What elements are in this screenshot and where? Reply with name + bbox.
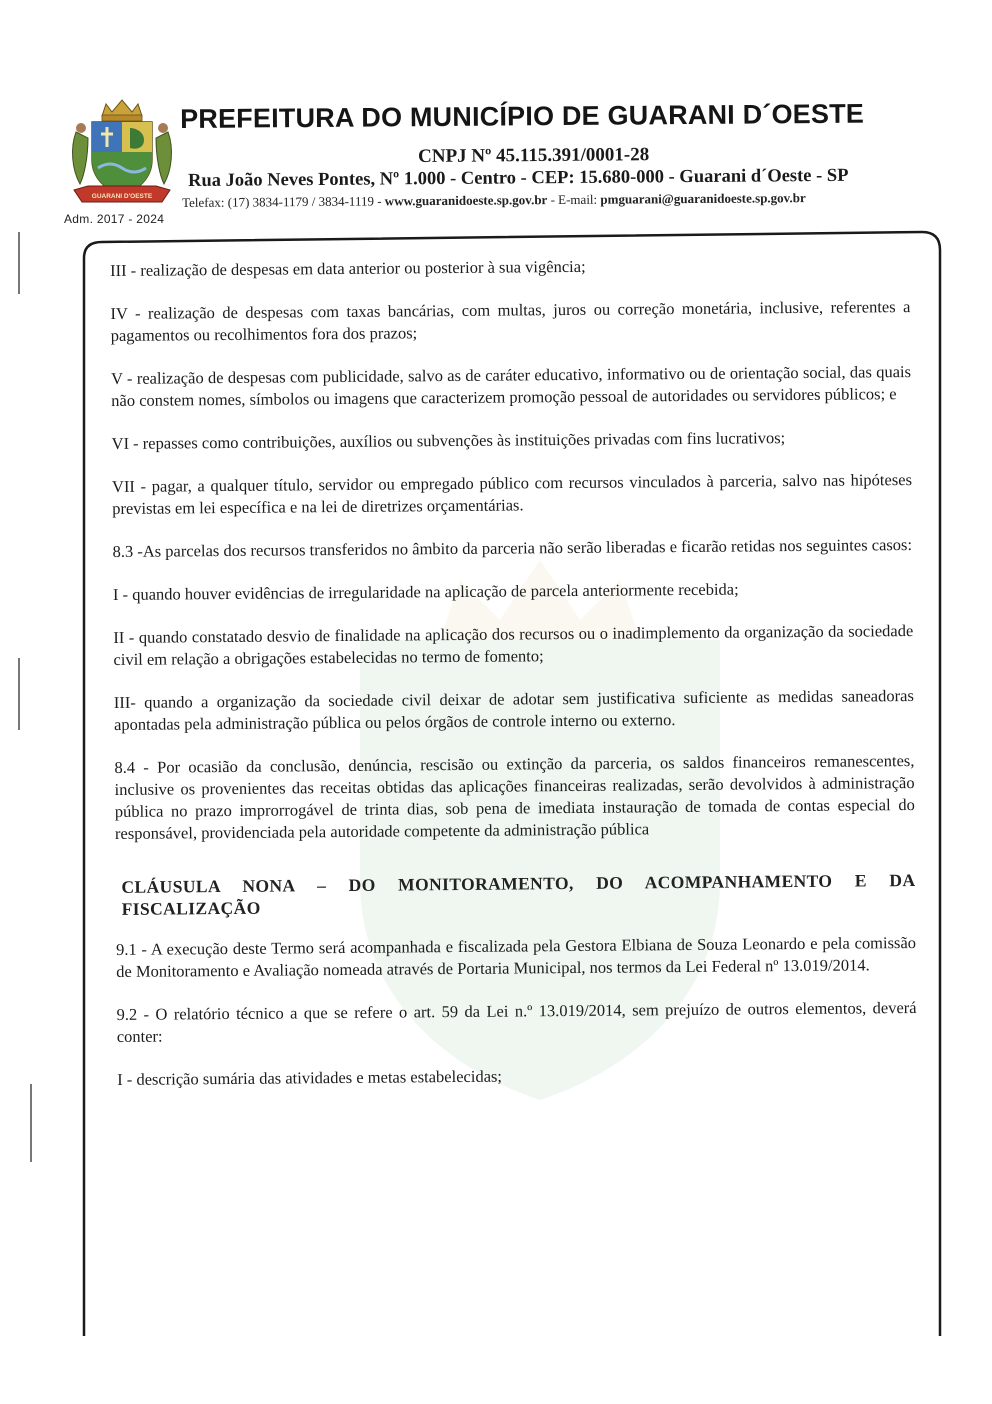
website-link[interactable]: www.guaranidoeste.sp.gov.br bbox=[384, 192, 548, 209]
email-link[interactable]: pmguarani@guaranidoeste.sp.gov.br bbox=[600, 190, 806, 207]
municipality-title: PREFEITURA DO MUNICÍPIO DE GUARANI D´OESTE bbox=[180, 98, 865, 134]
item-v: V - realização de despesas com publicidade, salvo as de caráter educativo, informativo ou de orientação social, das quais não constem nomes, símbolos ou imagens que caracterizem promoção pessoal de autoridades ou servidores públicos; e bbox=[110, 362, 912, 410]
ninth-clause-heading: CLÁUSULA NONA – DO MONITORAMENTO, DO ACOMPANHAMENTO E DA FISCALIZAÇÃO bbox=[121, 869, 916, 919]
clause-9-2: 9.2 - O relatório técnico a que se refere o art. 59 da Lei n.º 13.019/2014, sem prejuízo de outros elementos, deverá conter: bbox=[116, 997, 917, 1046]
item-iv: IV - realização de despesas com taxas bancárias, com multas, juros ou correção monetária, inclusive, referentes a pagamentos ou recolhimentos fora dos prazos; bbox=[110, 297, 911, 345]
clause-8-4: 8.4 - Por ocasião da conclusão, denúncia, rescisão ou extinção da parceria, os saldos financeiros remanescentes, inclusive os provenientes das receitas obtidas das aplicações financeiras realizadas, serão devolvidos à administração pública no prazo improrrogável de trinta dias, sob pena de imediata instauração de tomada de contas especial do responsável, providenciada pela autoridade competente da administração pública bbox=[114, 750, 915, 843]
crest-banner-text: GUARANI D'OESTE bbox=[91, 193, 153, 200]
letterhead bbox=[0, 0, 992, 240]
telefax-text: Telefax: (17) 3834-1179 / 3834-1119 - bbox=[182, 193, 385, 210]
administration-term: Adm. 2017 - 2024 bbox=[64, 212, 165, 226]
scan-edge-mark bbox=[18, 232, 20, 294]
item-9-2-i: I - descrição sumária das atividades e metas estabelecidas; bbox=[117, 1066, 503, 1089]
document-body bbox=[110, 253, 917, 1112]
address-line: Rua João Neves Pontes, Nº 1.000 - Centro - CEP: 15.680-000 - Guarani d´Oeste - SP bbox=[188, 165, 849, 191]
clause-8-3: 8.3 -As parcelas dos recursos transferidos no âmbito da parceria não serão liberadas e ficarão retidas nos seguintes casos: bbox=[112, 535, 913, 561]
case-iii: III- quando a organização da sociedade civil deixar de adotar sem justificativa suficiente as medidas saneadoras apontadas pela administração pública ou pelos órgãos de controle interno ou externo. bbox=[113, 686, 914, 734]
scan-edge-mark bbox=[18, 658, 20, 730]
email-label: - E-mail: bbox=[547, 191, 601, 208]
scan-edge-mark bbox=[30, 1084, 32, 1162]
case-ii: II - quando constatado desvio de finalidade na aplicação dos recursos ou o inadimplemento da organização da sociedade civil em relação a obrigações estabelecidas no termo de fomento; bbox=[113, 621, 914, 669]
municipal-coat-of-arms-icon bbox=[66, 98, 178, 210]
item-vi: VI - repasses como contribuições, auxílios ou subvenções às instituições privadas com fins lucrativos; bbox=[111, 428, 786, 453]
case-i: I - quando houver evidências de irregularidade na aplicação de parcela anteriormente recebida; bbox=[112, 579, 739, 604]
contact-line bbox=[182, 190, 806, 211]
item-iii: III - realização de despesas em data anterior ou posterior à sua vigência; bbox=[110, 256, 586, 280]
clause-9-1: 9.1 - A execução deste Termo será acompanhada e fiscalizada pela Gestora Elbiana de Souza Leonardo e pela comissão de Monitoramento e Avaliação nomeada através de Portaria Municipal, nos termos da Lei Federal nº 13.019/2014. bbox=[115, 932, 917, 981]
cnpj-line: CNPJ Nº 45.115.391/0001-28 bbox=[418, 144, 650, 167]
item-vii: VII - pagar, a qualquer título, servidor ou empregado público com recursos vinculados à parceria, salvo nas hipóteses previstas em lei específica e na lei de diretrizes orçamentárias. bbox=[111, 470, 913, 518]
